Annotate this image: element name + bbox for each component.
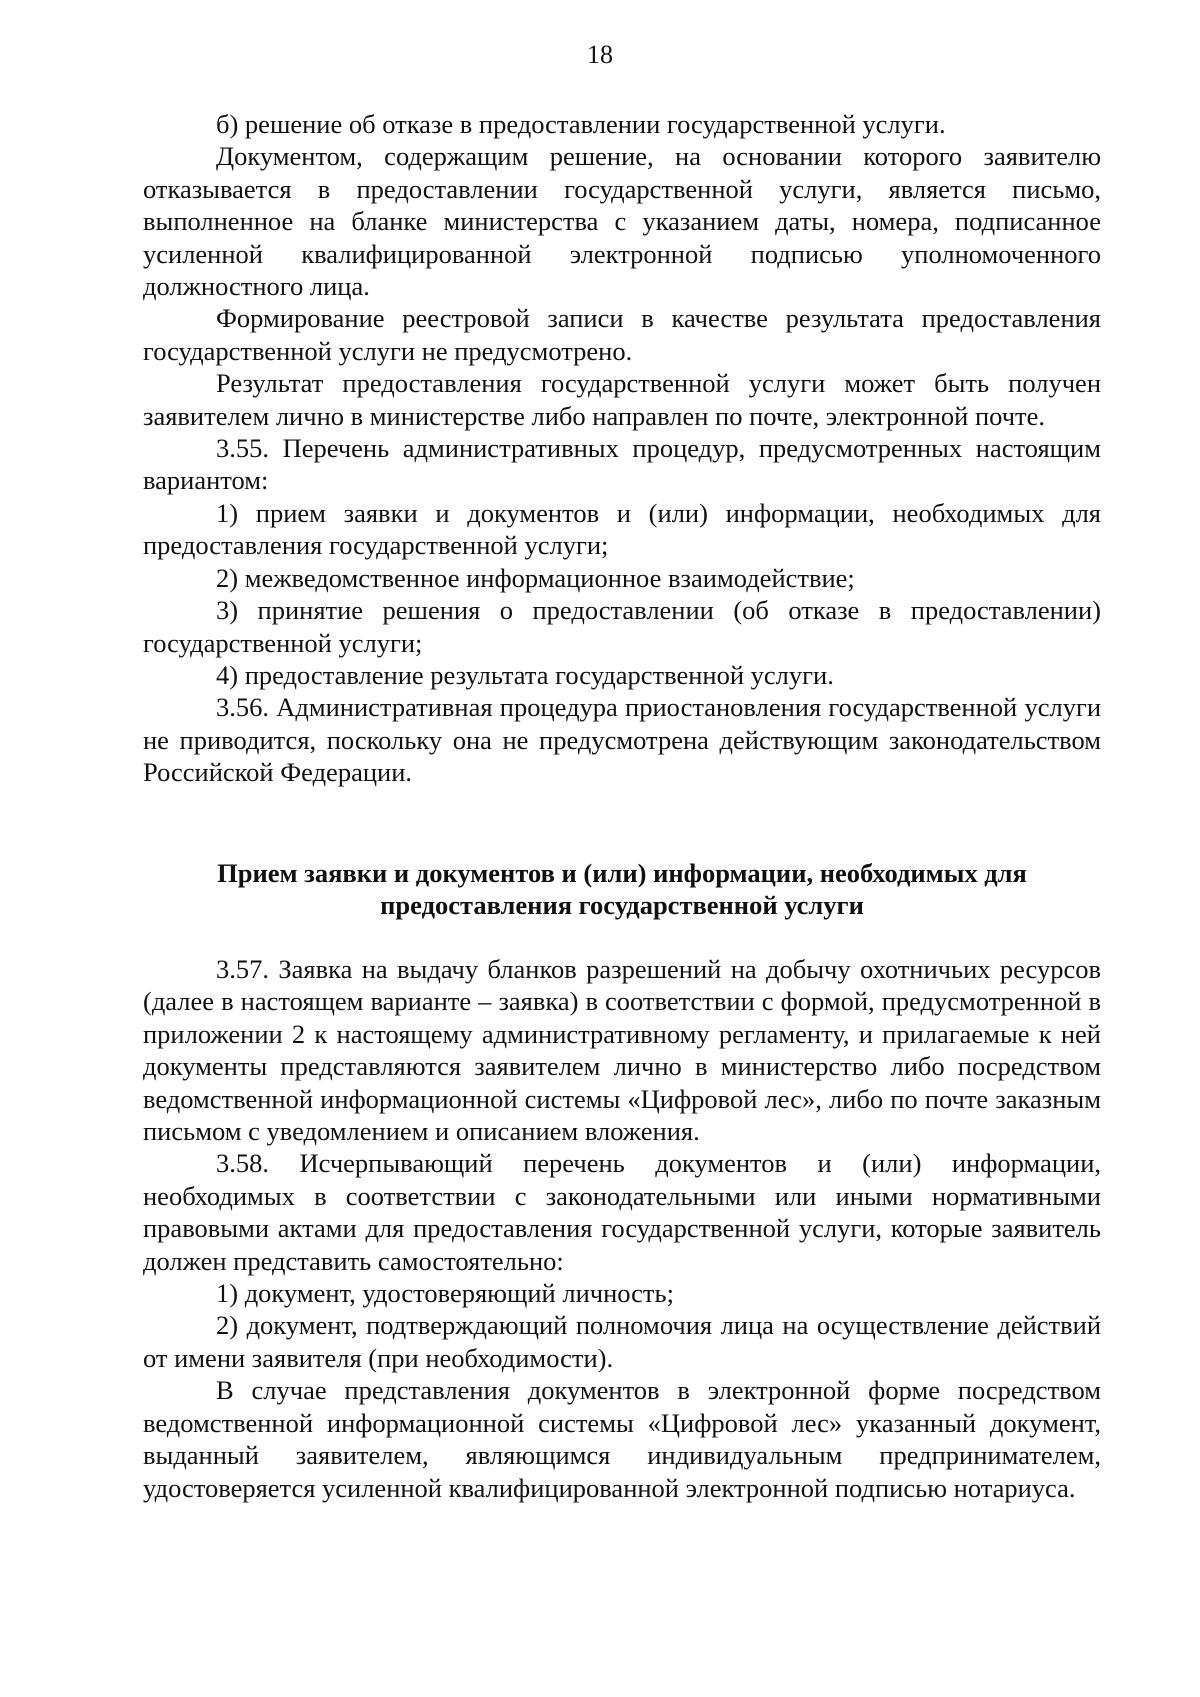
- list-item: 2) межведомственное информационное взаимодействие;: [216, 562, 855, 593]
- paragraph: б) решение об отказе в предоставлении государственной услуги.: [216, 109, 946, 139]
- paragraph: 3.57. Заявка на выдачу бланков разрешений на добычу охотничьих ресурсов (далее в настоящем варианте – заявка) в соответствии с формой, предусмотренной в приложении 2 к настоящему административному регламенту, и прилагаемые к ней документы представляются заявителем лично в министерство либо посредством ведомственной информационной системы «Цифровой лес», либо по почте заказным письмом с уведомлением и описанием вложения.: [143, 954, 1101, 1147]
- paragraph: 3.55. Перечень административных процедур, предусмотренных настоящим вариантом:: [143, 433, 1101, 496]
- paragraph: 3.58. Исчерпывающий перечень документов и (или) информации, необходимых в соответствии с законодательными или иными нормативными правовыми актами для предоставления государственной услуги, которые заявитель должен представить самостоятельно:: [143, 1148, 1101, 1276]
- list-item: 2) документ, подтверждающий полномочия лица на осуществление действий от имени заявителя (при необходимости).: [143, 1310, 1101, 1373]
- list-item: 1) документ, удостоверяющий личность;: [216, 1278, 674, 1309]
- list-item: 4) предоставление результата государственной услуги.: [216, 659, 834, 690]
- section-bottom: [143, 953, 1101, 1504]
- paragraph: Документом, содержащим решение, на основании которого заявителю отказывается в предоставлении государственной услуги, является письмо, выполненное на бланке министерства с указанием даты, номера, подписанное усиленной квалифицированной электронной подписью уполномоченного должностного лица.: [143, 141, 1101, 302]
- list-item: 3) принятие решения о предоставлении (об отказе в предоставлении) государственной услуги;: [143, 595, 1101, 658]
- paragraph: Результат предоставления государственной услуги может быть получен заявителем лично в министерстве либо направлен по почте, электронной почте.: [143, 368, 1101, 431]
- paragraph: 3.56. Административная процедура приостановления государственной услуги не приводится, поскольку она не предусмотрена действующим законодательством Российской Федерации.: [143, 692, 1101, 788]
- page-number: 18: [587, 40, 613, 69]
- section-heading: Прием заявки и документов и (или) информации, необходимых для предоставления государственной услуги: [217, 858, 1027, 920]
- paragraph: В случае представления документов в электронной форме посредством ведомственной информационной системы «Цифровой лес» указанный документ, выданный заявителем, являющимся индивидуальным предпринимателем, удостоверяется усиленной квалифицированной электронной подписью нотариуса.: [143, 1375, 1101, 1503]
- paragraph: Формирование реестровой записи в качестве результата предоставления государственной услуги не предусмотрено.: [143, 303, 1101, 366]
- section-top: [143, 108, 1101, 789]
- list-item: 1) прием заявки и документов и (или) информации, необходимых для предоставления государственной услуги;: [143, 497, 1101, 561]
